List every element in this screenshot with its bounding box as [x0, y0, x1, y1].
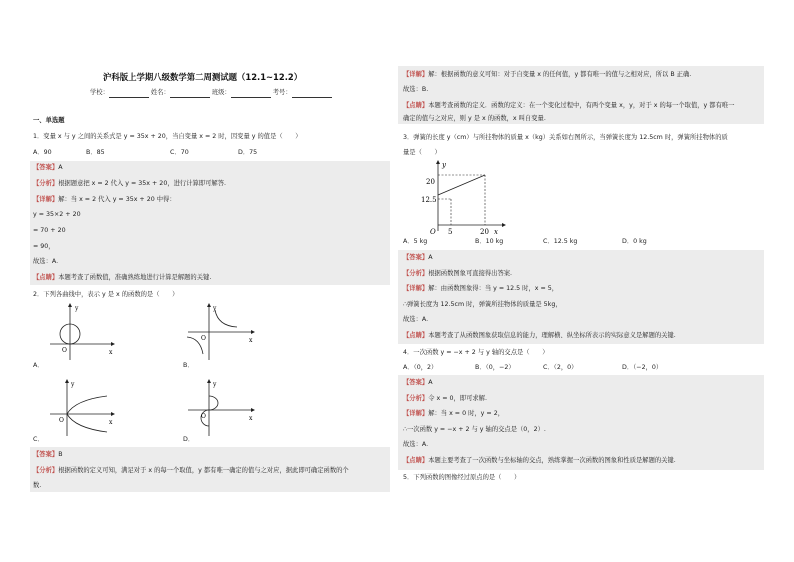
q1-stem: 1．变量 x 与 y 之间的关系式是 y = 35x + 20，当自变量 x = 2 时，因变量 y 的值是（ ） [33, 133, 302, 140]
q1-option-a: A．90 [33, 149, 52, 156]
svg-text:x: x [109, 419, 113, 426]
exam-label: 考号： [272, 89, 292, 96]
q3-detail: 【详解】解：由函数图象得：当 y = 12.5 时，x = 5， [403, 285, 559, 292]
svg-text:x: x [249, 415, 253, 422]
q3-stem-cont: 量是（ ） [403, 149, 441, 156]
svg-text:O: O [201, 413, 206, 420]
q5-stem: 5．下列函数的图像经过原点的是（ ） [403, 474, 521, 481]
q2-graph-a [45, 302, 115, 362]
svg-text:5: 5 [448, 228, 453, 236]
q1-option-d: D．75 [238, 149, 258, 156]
q1-line-2: = 70 + 20 [33, 227, 66, 234]
svg-text:x: x [494, 228, 498, 236]
svg-text:O: O [201, 335, 206, 342]
q2-analysis: 【分析】根据函数的定义可知，满足对于 x 的每一个取值，y 都有唯一确定的值与之对应，据此即可确定函数的个 [33, 467, 349, 474]
q4-option-d: D．（−2，0） [622, 364, 663, 371]
q3-option-d: D．0 kg [622, 238, 647, 245]
school-label: 学校： [90, 89, 109, 96]
q1-option-b: B．85 [86, 149, 105, 156]
q2-option-b-label: B． [183, 362, 194, 369]
q3-graph [398, 157, 518, 237]
q4-answer: 【答案】A [403, 379, 433, 386]
school-blank[interactable] [109, 89, 149, 98]
q1-answer: 【答案】A [33, 164, 63, 171]
q1-line-1: y = 35×2 + 20 [33, 211, 81, 218]
section-heading: 一、单选题 [33, 117, 65, 124]
q1-analysis: 【分析】根据题意把 x = 2 代入 y = 35x + 20，进行计算即可解答. [33, 180, 226, 187]
q2-detail: 【详解】解：根据函数的意义可知：对于自变量 x 的任何值，y 都有唯一的值与之相对应，所以 B 正确. [403, 71, 692, 78]
q1-comment: 【点睛】本题考查了函数值，准确熟练地进行计算是解题的关键. [33, 274, 212, 281]
q4-option-c: C．（2，0） [543, 364, 578, 371]
svg-text:y: y [71, 381, 75, 388]
q2-option-c-label: C． [33, 436, 44, 443]
class-label: 班级： [211, 89, 231, 96]
svg-text:y: y [213, 381, 217, 388]
svg-text:20: 20 [480, 228, 489, 236]
q2-graph-b [185, 302, 255, 362]
q2-option-d-label: D． [183, 436, 195, 443]
q3-solution-box [398, 250, 764, 344]
svg-text:20: 20 [426, 178, 435, 186]
svg-text:x: x [249, 337, 253, 344]
info-line [90, 89, 332, 98]
svg-text:y: y [75, 305, 79, 312]
q3-line: ∴弹簧长度为 12.5cm 时，弹簧所挂物体的质量是 5kg， [403, 301, 562, 308]
svg-text:12.5: 12.5 [421, 196, 437, 204]
q2-comment: 【点睛】本题考查函数的定义．函数的定义：在一个变化过程中，有两个变量 x，y，对于 x 的每一个取值，y 都有唯一 [403, 102, 735, 109]
svg-text:y: y [213, 305, 217, 312]
svg-text:x: x [109, 349, 113, 356]
q3-answer: 【答案】A [403, 254, 433, 261]
q2-analysis-cont: 数. [33, 482, 42, 489]
q3-option-a: A．5 kg [403, 238, 428, 245]
q2-answer: 【答案】B [33, 451, 63, 458]
svg-text:O: O [59, 417, 64, 424]
svg-text:O: O [430, 228, 436, 236]
q1-option-c: C．70 [170, 149, 189, 156]
q4-stem: 4．一次函数 y = −x + 2 与 y 轴的交点是（ ） [403, 349, 549, 356]
q2-option-a-label: A． [33, 362, 44, 369]
q3-option-c: C．12.5 kg [543, 238, 578, 245]
q4-comment: 【点睛】本题主要考查了一次函数与坐标轴的交点，熟练掌握一次函数的图象和性质是解题的关键. [403, 457, 676, 464]
q4-solution-box [398, 375, 764, 470]
q4-option-a: A．（0，2） [403, 364, 438, 371]
q1-line-4: 故选：A. [33, 258, 59, 265]
q4-detail: 【详解】解：当 x = 0 时，y = 2， [403, 410, 504, 417]
q4-choose: 故选：A. [403, 441, 429, 448]
q3-option-b: B．10 kg [475, 238, 504, 245]
q2-choose: 故选：B. [403, 86, 429, 93]
q3-choose: 故选：A. [403, 316, 429, 323]
svg-text:y: y [442, 161, 446, 169]
q3-comment: 【点睛】本题考查了从函数图象获取信息的能力，理解横、纵坐标所表示的实际意义是解题的关键. [403, 332, 676, 339]
class-blank[interactable] [231, 89, 271, 98]
svg-text:O: O [62, 347, 67, 354]
q3-analysis: 【分析】根据函数图象可直接得出答案. [403, 270, 513, 277]
q4-line: ∴一次函数 y = −x + 2 与 y 轴的交点是（0，2）. [403, 426, 546, 433]
q1-detail: 【详解】解：当 x = 2 代入 y = 35x + 20 中得： [33, 196, 176, 203]
q4-option-b: B．（0，−2） [475, 364, 515, 371]
q2-graph-c [45, 378, 115, 438]
name-blank[interactable] [170, 89, 210, 98]
name-label: 姓名： [150, 89, 170, 96]
q3-stem: 3．弹簧的长度 y（cm）与所挂物体的质量 x（kg）关系如右图所示，当弹簧长度为 12.5cm 时，弹簧所挂物体的质 [403, 134, 728, 141]
q1-line-3: = 90， [33, 243, 55, 250]
exam-blank[interactable] [292, 89, 332, 98]
q4-analysis: 【分析】令 x = 0，即可求解. [403, 395, 487, 402]
q2-comment-cont: 确定的值与之对应，则 y 是 x 的函数，x 叫自变量. [403, 115, 546, 122]
q2-stem: 2．下列各曲线中，表示 y 是 x 的函数的是（ ） [33, 291, 179, 298]
page-title: 沪科版上学期八级数学第二周测试题（12.1~12.2） [103, 72, 303, 82]
q2-graph-d [185, 378, 255, 438]
